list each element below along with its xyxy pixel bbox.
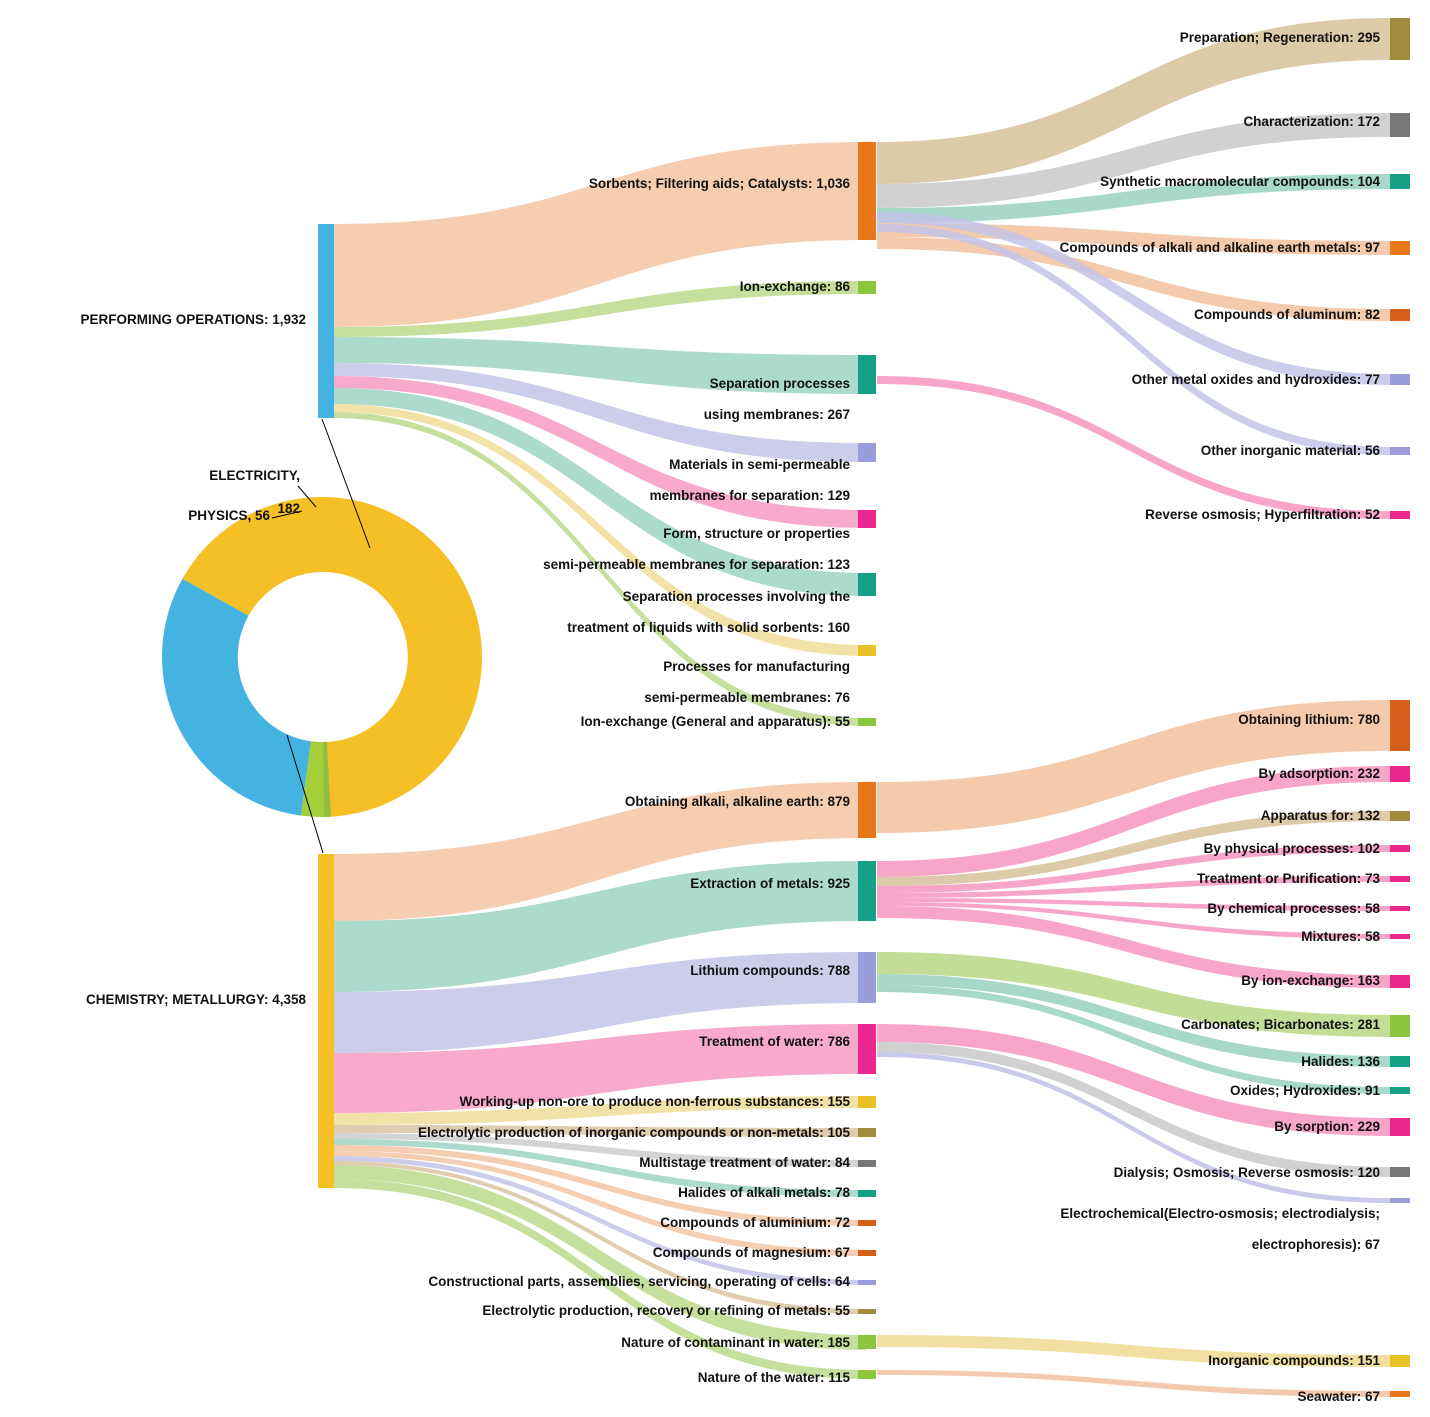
label-synthetic-macromolecular: Synthetic macromolecular compounds: 104 bbox=[1100, 174, 1380, 189]
label-oxides-hydroxides: Oxides; Hydroxides: 91 bbox=[1229, 1083, 1380, 1098]
label-mixtures: Mixtures: 58 bbox=[1301, 929, 1380, 944]
label-carbonates: Carbonates; Bicarbonates: 281 bbox=[1181, 1017, 1380, 1032]
label-sepsolid-line2: treatment of liquids with solid sorbents: 160 bbox=[567, 619, 850, 635]
links-sorbents bbox=[877, 18, 1390, 455]
label-treatment-water: Treatment of water: 786 bbox=[699, 1034, 850, 1049]
label-electrolytic-metals: Electrolytic production, recovery or refining of metals: 55 bbox=[482, 1303, 850, 1318]
label-ion-exchange-general: Ion-exchange (General and apparatus): 55 bbox=[580, 714, 850, 729]
node-performing-operations[interactable] bbox=[318, 224, 334, 418]
label-by-ion-exchange: By ion-exchange: 163 bbox=[1241, 973, 1380, 988]
node-sorbents[interactable] bbox=[858, 142, 876, 240]
node-electrochemical[interactable] bbox=[1390, 1198, 1410, 1203]
links-bottom-right bbox=[877, 700, 1390, 1397]
node-obtaining-alkali[interactable] bbox=[858, 782, 876, 838]
label-procmanu-line2: semi-permeable membranes: 76 bbox=[644, 689, 850, 705]
node-working-up-nonore[interactable] bbox=[858, 1096, 876, 1108]
label-electricity-line1: ELECTRICITY, bbox=[209, 468, 300, 484]
label-multistage: Multistage treatment of water: 84 bbox=[639, 1155, 850, 1170]
label-other-inorganic: Other inorganic material: 56 bbox=[1200, 443, 1380, 458]
label-by-adsorption: By adsorption: 232 bbox=[1258, 766, 1380, 781]
label-inorganic-compounds: Inorganic compounds: 151 bbox=[1208, 1353, 1380, 1368]
node-synthetic-macromolecular[interactable] bbox=[1390, 174, 1410, 189]
label-matsemi-line2: membranes for separation: 129 bbox=[649, 487, 850, 503]
node-electrolytic-production-inorganic[interactable] bbox=[858, 1128, 876, 1137]
label-matsemi-line1: Materials in semi-permeable bbox=[669, 456, 850, 472]
node-constructional-parts[interactable] bbox=[858, 1280, 876, 1285]
label-extraction-metals: Extraction of metals: 925 bbox=[690, 876, 850, 891]
label-characterization: Characterization: 172 bbox=[1243, 114, 1380, 129]
label-compounds-magnesium: Compounds of magnesium: 67 bbox=[652, 1245, 850, 1260]
node-oxides-hydroxides[interactable] bbox=[1390, 1087, 1410, 1094]
node-by-physical-processes[interactable] bbox=[1390, 845, 1410, 852]
node-inorganic-compounds[interactable] bbox=[1390, 1355, 1410, 1367]
node-halides[interactable] bbox=[1390, 1056, 1410, 1067]
label-formsemi-line1: Form, structure or properties bbox=[663, 525, 850, 541]
label-seawater: Seawater: 67 bbox=[1297, 1389, 1380, 1404]
link-po-sorbents bbox=[333, 142, 866, 327]
label-compounds-aluminum: Compounds of aluminum: 82 bbox=[1193, 307, 1380, 322]
label-procmanu-line1: Processes for manufacturing bbox=[663, 658, 850, 674]
label-electricity-line2: 182 bbox=[277, 500, 300, 516]
link-sorb-othinorg bbox=[877, 224, 1390, 455]
label-electrochemical-line2: electrophoresis): 67 bbox=[1251, 1236, 1380, 1252]
label-dialysis: Dialysis; Osmosis; Reverse osmosis: 120 bbox=[1113, 1165, 1380, 1180]
node-obtaining-lithium[interactable] bbox=[1390, 700, 1410, 751]
node-separation-solid-sorbents[interactable] bbox=[858, 573, 876, 596]
label-reverse-osmosis: Reverse osmosis; Hyperfiltration: 52 bbox=[1145, 507, 1380, 522]
label-sepmem-line1: Separation processes bbox=[709, 375, 850, 391]
node-extraction-metals[interactable] bbox=[858, 861, 876, 921]
label-physics: PHYSICS, 56 bbox=[188, 508, 270, 523]
label-electrolytic-production-inorganic: Electrolytic production of inorganic compounds or non-metals: 105 bbox=[417, 1125, 850, 1140]
node-ion-exchange-general[interactable] bbox=[858, 718, 876, 726]
label-lithium-compounds: Lithium compounds: 788 bbox=[690, 963, 850, 978]
node-treatment-purification[interactable] bbox=[1390, 876, 1410, 882]
node-compounds-alkali[interactable] bbox=[1390, 241, 1410, 255]
label-preparation: Preparation; Regeneration: 295 bbox=[1179, 30, 1380, 45]
node-treatment-water[interactable] bbox=[858, 1024, 876, 1074]
label-electrochemical-line1: Electrochemical(Electro-osmosis; electrodialysis; bbox=[1060, 1205, 1380, 1221]
node-form-structure-membranes[interactable] bbox=[858, 510, 876, 528]
label-other-metal-oxides: Other metal oxides and hydroxides: 77 bbox=[1131, 372, 1380, 387]
donut-slice-performing-operations[interactable] bbox=[162, 579, 311, 816]
node-dialysis-osmosis[interactable] bbox=[1390, 1167, 1410, 1177]
label-compounds-alkali: Compounds of alkali and alkaline earth metals: 97 bbox=[1059, 240, 1380, 255]
node-other-metal-oxides[interactable] bbox=[1390, 374, 1410, 385]
label-sorbents: Sorbents; Filtering aids; Catalysts: 1,036 bbox=[588, 176, 850, 191]
node-preparation-regeneration[interactable] bbox=[1390, 18, 1410, 60]
label-treatment-purification: Treatment or Purification: 73 bbox=[1196, 871, 1380, 886]
node-processes-manufacturing-membranes[interactable] bbox=[858, 645, 876, 656]
label-nature-water: Nature of the water: 115 bbox=[697, 1370, 850, 1385]
node-carbonates[interactable] bbox=[1390, 1015, 1410, 1037]
node-apparatus-for[interactable] bbox=[1390, 811, 1410, 821]
label-sepmem-line2: using membranes: 267 bbox=[703, 406, 850, 422]
label-halides-alkali: Halides of alkali metals: 78 bbox=[678, 1185, 850, 1200]
node-seawater[interactable] bbox=[1390, 1391, 1410, 1397]
label-nature-contaminant: Nature of contaminant in water: 185 bbox=[621, 1335, 850, 1350]
node-separation-membranes[interactable] bbox=[858, 355, 876, 394]
label-by-sorption: By sorption: 229 bbox=[1274, 1119, 1380, 1134]
label-working-up: Working-up non-ore to produce non-ferrous substances: 155 bbox=[459, 1094, 850, 1109]
label-constructional-parts: Constructional parts, assemblies, servicing, operating of cells: 64 bbox=[428, 1274, 850, 1289]
node-materials-semipermeable[interactable] bbox=[858, 443, 876, 462]
node-ion-exchange[interactable] bbox=[858, 281, 876, 294]
label-sepsolid-line1: Separation processes involving the bbox=[622, 588, 850, 604]
node-multistage-treatment[interactable] bbox=[858, 1160, 876, 1167]
label-ion-exchange: Ion-exchange: 86 bbox=[739, 279, 850, 294]
label-formsemi-line2: semi-permeable membranes for separation: 123 bbox=[543, 556, 850, 572]
node-nature-contaminant[interactable] bbox=[858, 1335, 876, 1349]
label-by-chemical: By chemical processes: 58 bbox=[1207, 901, 1380, 916]
label-by-physical: By physical processes: 102 bbox=[1203, 841, 1380, 856]
node-by-adsorption[interactable] bbox=[1390, 766, 1410, 782]
label-obtaining-lithium: Obtaining lithium: 780 bbox=[1238, 712, 1380, 727]
label-obtaining-alkali: Obtaining alkali, alkaline earth: 879 bbox=[624, 794, 850, 809]
label-halides: Halides: 136 bbox=[1301, 1054, 1380, 1069]
node-by-chemical-processes[interactable] bbox=[1390, 906, 1410, 911]
label-performing-operations: PERFORMING OPERATIONS: 1,932 bbox=[80, 312, 306, 327]
label-chemistry-metallurgy: CHEMISTRY; METALLURGY: 4,358 bbox=[85, 992, 306, 1007]
node-characterization[interactable] bbox=[1390, 113, 1410, 137]
node-by-sorption[interactable] bbox=[1390, 1118, 1410, 1136]
node-other-inorganic[interactable] bbox=[1390, 447, 1410, 455]
node-nature-water[interactable] bbox=[858, 1370, 876, 1379]
label-apparatus-for: Apparatus for: 132 bbox=[1260, 808, 1380, 823]
node-lithium-compounds[interactable] bbox=[858, 952, 876, 1003]
node-compounds-aluminum[interactable] bbox=[1390, 309, 1410, 321]
node-mixtures[interactable] bbox=[1390, 934, 1410, 939]
node-by-ion-exchange[interactable] bbox=[1390, 975, 1410, 988]
label-compounds-aluminium: Compounds of aluminium: 72 bbox=[660, 1215, 850, 1230]
node-electrolytic-metals[interactable] bbox=[858, 1309, 876, 1314]
node-reverse-osmosis[interactable] bbox=[1390, 511, 1410, 519]
